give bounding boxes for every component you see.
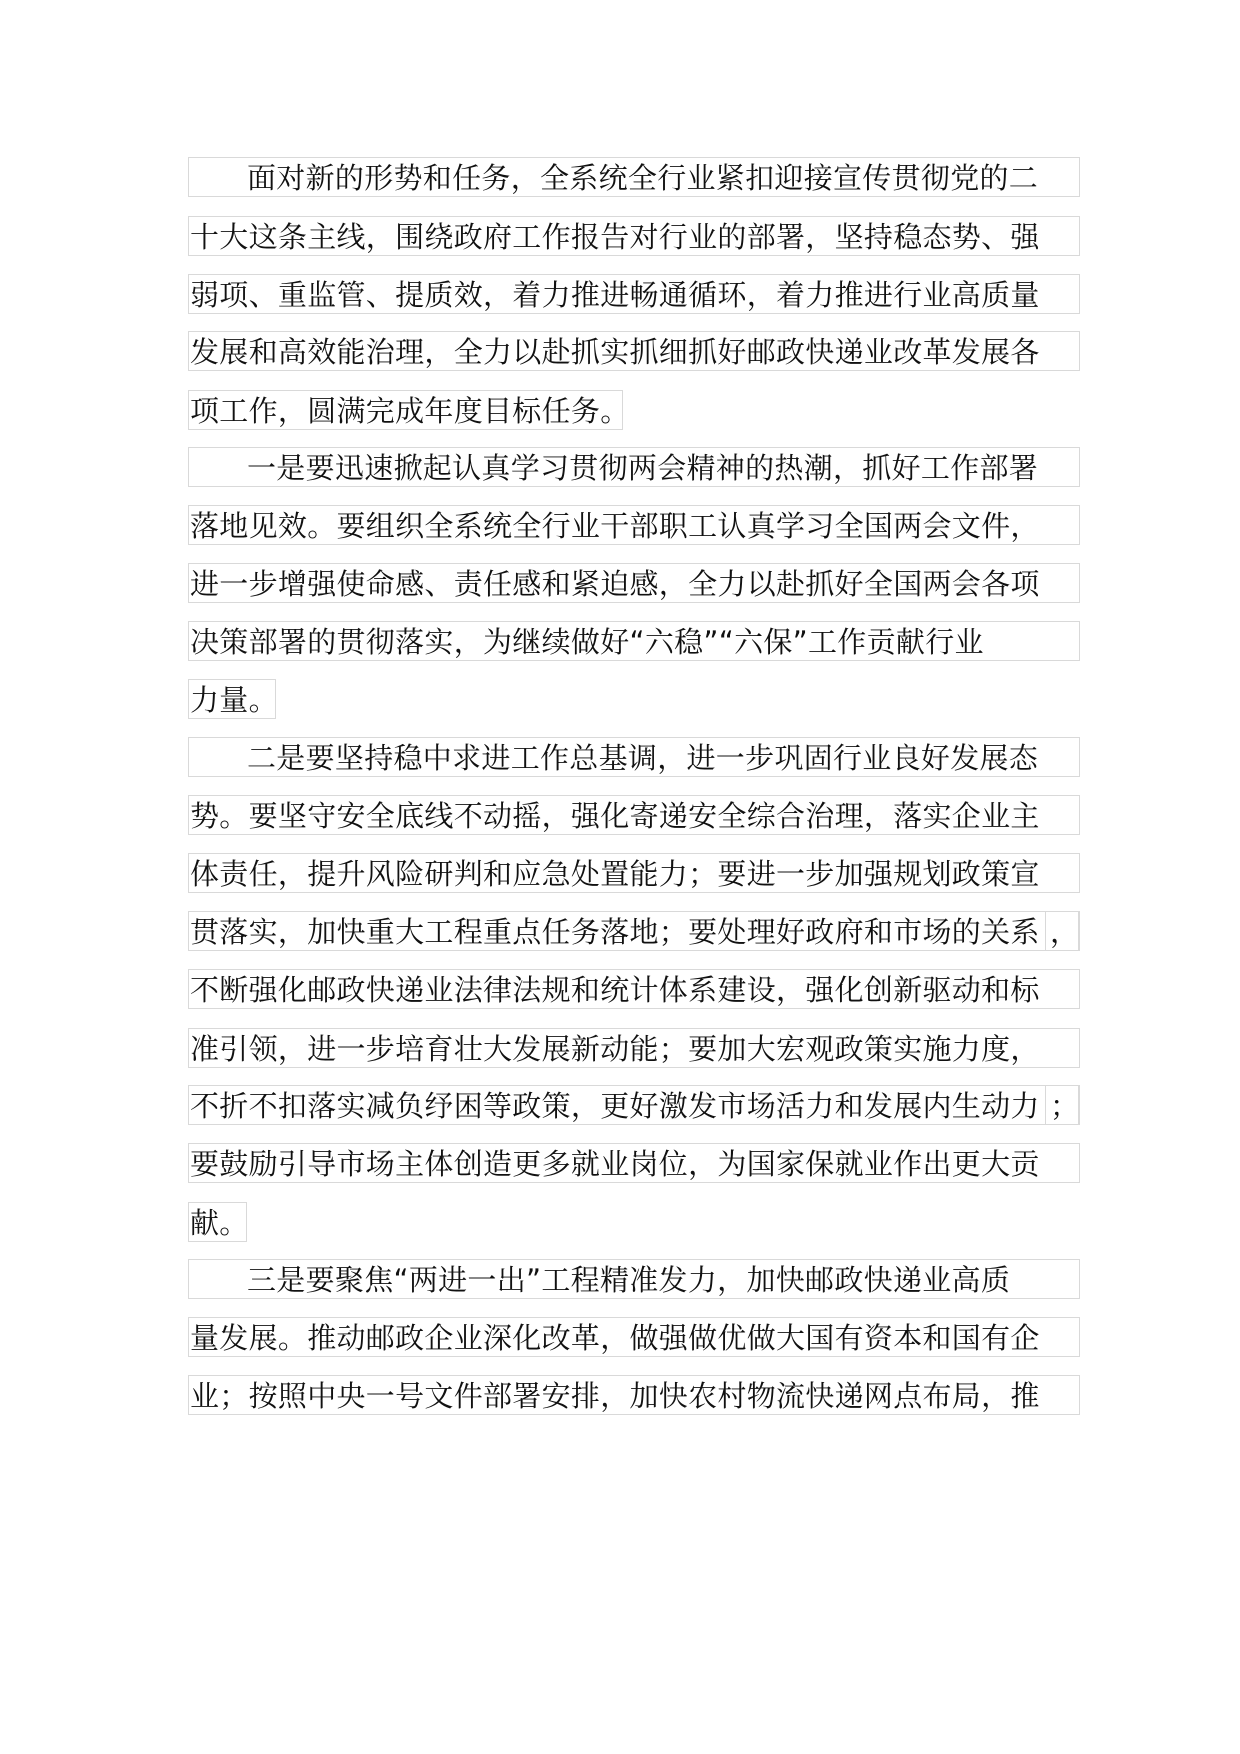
paragraph-line: 力量。 <box>188 679 276 719</box>
overflow-punctuation: ； <box>1045 1085 1079 1125</box>
paragraph-line: 不折不扣落实减负纾困等政策，更好激发市场活力和发展内生动力 <box>188 1085 1080 1125</box>
paragraph-line: 面对新的形势和任务，全系统全行业紧扣迎接宣传贯彻党的二 <box>188 157 1080 197</box>
paragraph-line: 三是要聚焦“两进一出”工程精准发力，加快邮政快递业高质 <box>188 1259 1080 1299</box>
paragraph-line: 贯落实，加快重大工程重点任务落地；要处理好政府和市场的关系 <box>188 911 1080 951</box>
paragraph-line: 项工作，圆满完成年度目标任务。 <box>188 390 623 430</box>
paragraph-line: 献。 <box>188 1202 247 1242</box>
paragraph-line: 十大这条主线，围绕政府工作报告对行业的部署，坚持稳态势、强 <box>188 216 1080 256</box>
paragraph-line: 体责任，提升风险研判和应急处置能力；要进一步加强规划政策宣 <box>188 853 1080 893</box>
paragraph-line: 准引领，进一步培育壮大发展新动能；要加大宏观政策实施力度， <box>188 1028 1080 1068</box>
paragraph-line: 不断强化邮政快递业法律法规和统计体系建设，强化创新驱动和标 <box>188 969 1080 1009</box>
paragraph-line: 业；按照中央一号文件部署安排，加快农村物流快递网点布局，推 <box>188 1375 1080 1415</box>
paragraph-line: 发展和高效能治理，全力以赴抓实抓细抓好邮政快递业改革发展各 <box>188 331 1080 371</box>
paragraph-line: 一是要迅速掀起认真学习贯彻两会精神的热潮，抓好工作部署 <box>188 447 1080 487</box>
paragraph-line: 弱项、重监管、提质效，着力推进畅通循环，着力推进行业高质量 <box>188 274 1080 314</box>
paragraph-line: 进一步增强使命感、责任感和紧迫感，全力以赴抓好全国两会各项 <box>188 563 1080 603</box>
paragraph-line: 落地见效。要组织全系统全行业干部职工认真学习全国两会文件， <box>188 505 1080 545</box>
overflow-punctuation: ， <box>1045 911 1079 951</box>
paragraph-line: 量发展。推动邮政企业深化改革，做强做优做大国有资本和国有企 <box>188 1317 1080 1357</box>
paragraph-line: 势。要坚守安全底线不动摇，强化寄递安全综合治理，落实企业主 <box>188 795 1080 835</box>
paragraph-line: 要鼓励引导市场主体创造更多就业岗位，为国家保就业作出更大贡 <box>188 1143 1080 1183</box>
paragraph-line: 决策部署的贯彻落实，为继续做好“六稳”“六保”工作贡献行业 <box>188 621 1080 661</box>
paragraph-line: 二是要坚持稳中求进工作总基调，进一步巩固行业良好发展态 <box>188 737 1080 777</box>
